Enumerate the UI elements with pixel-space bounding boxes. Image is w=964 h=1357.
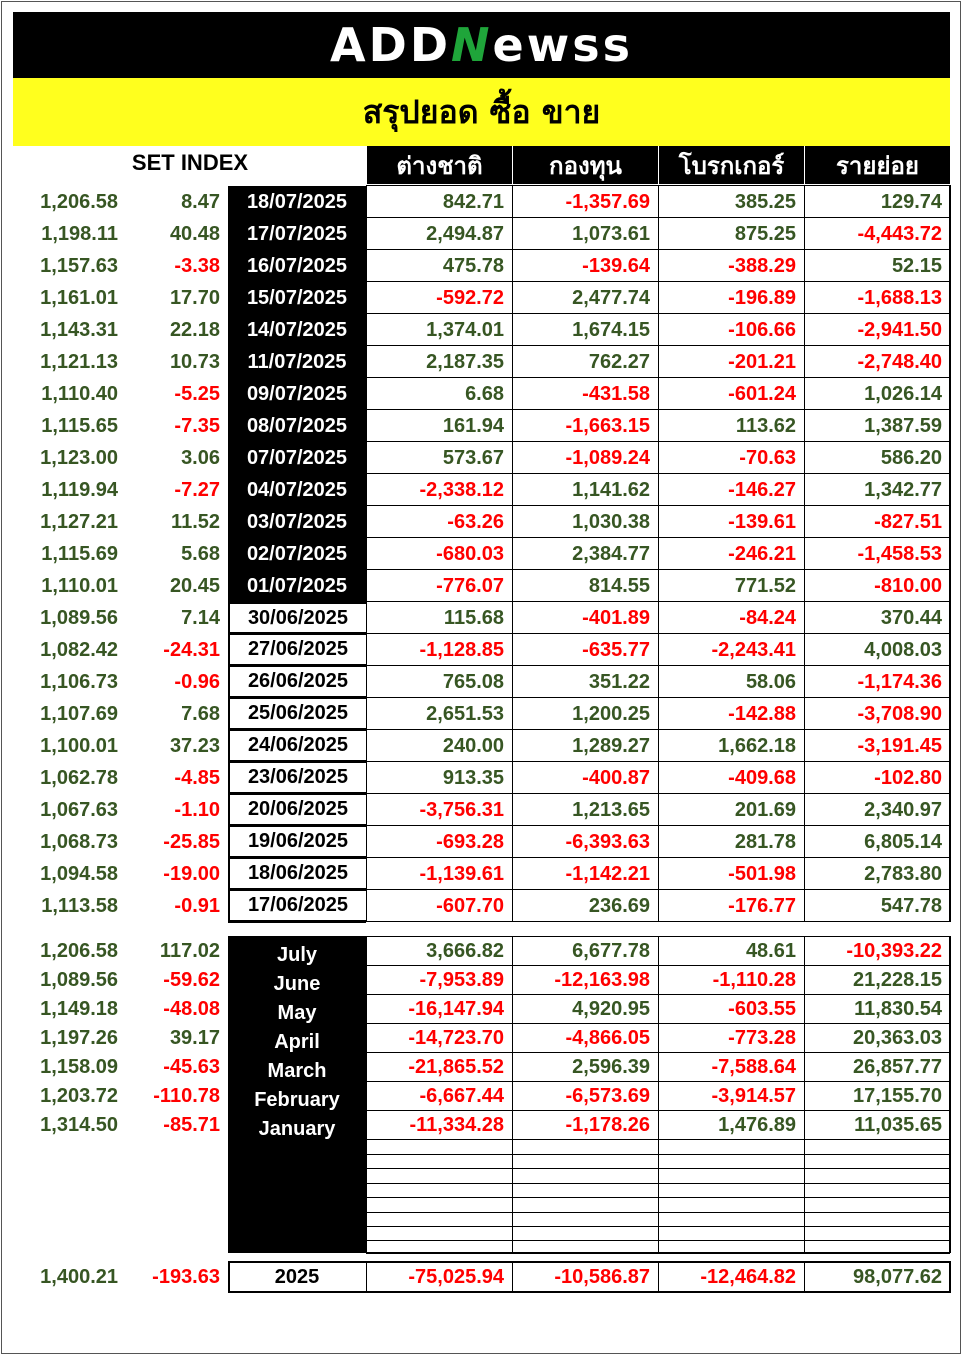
net-value: -70.63 <box>739 446 796 469</box>
set-index-change: 22.18 <box>169 318 220 341</box>
table-grid-line <box>228 633 366 635</box>
monthly-index-change: -110.78 <box>153 1085 220 1107</box>
net-value: 2,477.74 <box>572 286 650 309</box>
month-label: February <box>254 1089 340 1111</box>
table-grid-line <box>949 936 951 1253</box>
trade-date: 18/07/2025 <box>228 186 366 218</box>
total-index-change: -193.63 <box>152 1265 220 1288</box>
net-value: 201.69 <box>734 798 796 821</box>
trade-date: 19/06/2025 <box>228 826 366 858</box>
net-value: -84.24 <box>739 606 796 629</box>
monthly-index-value: 1,203.72 <box>40 1085 118 1107</box>
set-index-change: 40.48 <box>169 222 220 245</box>
net-value: 1,213.65 <box>572 798 650 821</box>
net-value: 2,384.77 <box>572 542 650 565</box>
table-grid-line <box>658 185 659 922</box>
net-value: 240.00 <box>442 734 504 757</box>
net-value: -201.21 <box>728 350 796 373</box>
monthly-net-value: -7,953.89 <box>419 969 504 991</box>
table-grid-line <box>949 185 950 922</box>
table-grid-line <box>228 665 366 667</box>
net-value: 2,651.53 <box>426 702 504 725</box>
table-grid-line <box>228 825 366 827</box>
net-value: -196.89 <box>728 286 796 309</box>
set-index-value: 1,157.63 <box>40 254 118 277</box>
net-value: 1,674.15 <box>572 318 650 341</box>
net-value: 2,340.97 <box>864 798 942 821</box>
net-value: -4,443.72 <box>857 222 942 245</box>
table-grid-line <box>228 793 366 795</box>
table-grid-line <box>228 729 366 731</box>
net-value: -409.68 <box>728 766 796 789</box>
table-grid-line <box>804 936 805 1253</box>
trade-date: 01/07/2025 <box>228 570 366 602</box>
trade-date: 14/07/2025 <box>228 314 366 346</box>
net-value: 385.25 <box>734 190 796 213</box>
monthly-net-value: 2,596.39 <box>572 1056 650 1078</box>
net-value: -6,393.63 <box>565 830 650 853</box>
set-index-change: -0.96 <box>174 670 220 693</box>
net-value: 547.78 <box>880 894 942 917</box>
monthly-index-value: 1,089.56 <box>40 969 118 991</box>
net-value: 6.68 <box>465 382 504 405</box>
set-index-change: 3.06 <box>181 446 220 469</box>
net-value: -3,708.90 <box>857 702 942 725</box>
net-value: -139.61 <box>728 510 796 533</box>
total-index-value: 1,400.21 <box>40 1265 118 1288</box>
set-index-value: 1,119.94 <box>41 478 118 501</box>
net-value: 1,662.18 <box>718 734 796 757</box>
monthly-net-value: -14,723.70 <box>408 1027 504 1049</box>
trade-date: 25/06/2025 <box>228 698 366 730</box>
set-index-value: 1,100.01 <box>40 734 118 757</box>
net-value: -400.87 <box>582 766 650 789</box>
net-value: 573.67 <box>442 446 504 469</box>
table-grid-line <box>512 1262 513 1292</box>
monthly-net-value: -12,163.98 <box>554 969 650 991</box>
net-value: 129.74 <box>880 190 942 213</box>
net-value: -106.66 <box>728 318 796 341</box>
net-value: -1,174.36 <box>857 670 942 693</box>
trade-date: 16/07/2025 <box>228 250 366 282</box>
net-value: -1,142.21 <box>565 862 650 885</box>
net-value: -1,688.13 <box>857 286 942 309</box>
net-value: -1,458.53 <box>857 542 942 565</box>
monthly-net-value: -21,865.52 <box>408 1056 504 1078</box>
trade-date: 03/07/2025 <box>228 506 366 538</box>
net-value: -776.07 <box>436 574 504 597</box>
set-index-value: 1,110.01 <box>41 574 118 597</box>
set-index-value: 1,123.00 <box>40 446 118 469</box>
net-value: -607.70 <box>436 894 504 917</box>
table-grid-line <box>512 936 513 1253</box>
net-value: 236.69 <box>588 894 650 917</box>
trade-date: 15/07/2025 <box>228 282 366 314</box>
set-index-value: 1,067.63 <box>40 798 118 821</box>
net-value: -63.26 <box>447 510 504 533</box>
monthly-net-value: -11,334.28 <box>409 1114 504 1136</box>
net-value: -635.77 <box>582 638 650 661</box>
net-value: 765.08 <box>442 670 504 693</box>
net-value: -827.51 <box>874 510 942 533</box>
monthly-net-value: 3,666.82 <box>426 940 504 962</box>
net-value: -3,756.31 <box>419 798 504 821</box>
trade-date: 11/07/2025 <box>228 346 366 378</box>
column-header: ต่างชาติ <box>367 146 512 184</box>
set-index-change: -7.27 <box>174 478 220 501</box>
set-index-change: -3.38 <box>174 254 220 277</box>
net-value: -1,357.69 <box>565 190 650 213</box>
set-index-value: 1,115.69 <box>41 542 118 565</box>
set-index-value: 1,106.73 <box>40 670 118 693</box>
month-label: May <box>277 1002 317 1024</box>
net-value: -1,139.61 <box>419 862 504 885</box>
set-index-change: -5.25 <box>174 382 220 405</box>
trade-date: 04/07/2025 <box>228 474 366 506</box>
trade-date: 17/06/2025 <box>228 890 366 922</box>
net-value: -2,748.40 <box>857 350 942 373</box>
set-index-change: 37.23 <box>169 734 220 757</box>
table-grid-line <box>366 936 367 1253</box>
monthly-net-value: 17,155.70 <box>853 1085 942 1107</box>
set-index-change: -7.35 <box>174 414 220 437</box>
trade-date: 02/07/2025 <box>228 538 366 570</box>
net-value: 115.68 <box>443 606 504 629</box>
total-net-value: -12,464.82 <box>700 1265 796 1288</box>
monthly-index-value: 1,206.58 <box>40 940 118 962</box>
net-value: 842.71 <box>442 190 504 213</box>
monthly-net-value: -773.28 <box>728 1027 796 1049</box>
net-value: 2,187.35 <box>426 350 504 373</box>
net-value: 1,387.59 <box>864 414 942 437</box>
net-value: 281.78 <box>734 830 796 853</box>
monthly-net-value: -4,866.05 <box>565 1027 650 1049</box>
brand-logo: ADDNewss <box>330 18 633 72</box>
set-index-change: -24.31 <box>163 638 220 661</box>
trade-date: 07/07/2025 <box>228 442 366 474</box>
net-value: 1,342.77 <box>864 478 942 501</box>
table-grid-line <box>228 761 366 763</box>
monthly-net-value: 26,857.77 <box>853 1056 942 1078</box>
banner-title: สรุปยอด ซื้อ ขาย <box>362 92 601 131</box>
net-value: 1,073.61 <box>572 222 650 245</box>
net-value: -2,941.50 <box>857 318 942 341</box>
net-value: -601.24 <box>728 382 796 405</box>
net-value: 1,289.27 <box>572 734 650 757</box>
net-value: -693.28 <box>436 830 504 853</box>
set-index-change: 17.70 <box>169 286 220 309</box>
set-index-change: 10.73 <box>169 350 220 373</box>
monthly-index-change: -85.71 <box>163 1114 220 1136</box>
net-value: -501.98 <box>728 862 796 885</box>
monthly-net-value: -603.55 <box>728 998 796 1020</box>
table-grid-line <box>366 185 367 922</box>
set-index-change: 11.52 <box>171 510 220 533</box>
set-index-change: -25.85 <box>163 830 220 853</box>
net-value: -142.88 <box>728 702 796 725</box>
monthly-net-value: -6,573.69 <box>565 1085 650 1107</box>
net-value: -1,089.24 <box>565 446 650 469</box>
set-index-change: 5.68 <box>181 542 220 565</box>
column-header: กองทุน <box>513 146 658 184</box>
monthly-index-change: -45.63 <box>163 1056 220 1078</box>
net-value: -401.89 <box>582 606 650 629</box>
net-value: 771.52 <box>734 574 796 597</box>
net-value: -592.72 <box>436 286 504 309</box>
net-value: 1,374.01 <box>426 318 504 341</box>
net-value: 586.20 <box>880 446 942 469</box>
monthly-net-value: -10,393.22 <box>846 940 942 962</box>
net-value: 1,141.62 <box>572 478 650 501</box>
trade-date: 08/07/2025 <box>228 410 366 442</box>
set-index-change: -19.00 <box>163 862 220 885</box>
month-label: June <box>273 973 321 995</box>
set-index-value: 1,089.56 <box>40 606 118 629</box>
net-value: -431.58 <box>582 382 650 405</box>
set-index-value: 1,115.65 <box>41 414 118 437</box>
net-value: 1,030.38 <box>572 510 650 533</box>
trade-date: 17/07/2025 <box>228 218 366 250</box>
set-index-value: 1,113.58 <box>41 894 118 917</box>
net-value: -176.77 <box>728 894 796 917</box>
table-grid-line <box>804 185 805 922</box>
net-value: -1,663.15 <box>565 414 650 437</box>
monthly-index-value: 1,314.50 <box>40 1114 118 1136</box>
monthly-index-change: 39.17 <box>169 1027 220 1049</box>
net-value: -139.64 <box>582 254 650 277</box>
table-grid-line <box>804 1262 805 1292</box>
table-grid-line <box>950 185 951 922</box>
net-value: 875.25 <box>734 222 796 245</box>
total-net-value: -75,025.94 <box>408 1265 504 1288</box>
net-value: -3,191.45 <box>857 734 942 757</box>
trade-date: 09/07/2025 <box>228 378 366 410</box>
trade-date: 30/06/2025 <box>228 602 366 634</box>
monthly-net-value: 1,476.89 <box>718 1114 796 1136</box>
summary-banner <box>13 78 950 146</box>
total-year: 2025 <box>274 1265 320 1288</box>
table-grid-line <box>658 936 659 1253</box>
table-grid-line <box>228 697 366 699</box>
monthly-net-value: -16,147.94 <box>408 998 504 1020</box>
net-value: 814.55 <box>588 574 650 597</box>
month-label: March <box>267 1060 327 1082</box>
monthly-net-value: 21,228.15 <box>853 969 942 991</box>
monthly-net-value: 4,920.95 <box>572 998 650 1020</box>
net-value: 2,783.80 <box>864 862 942 885</box>
net-value: 913.35 <box>442 766 504 789</box>
net-value: 1,026.14 <box>864 382 942 405</box>
total-net-value: 98,077.62 <box>853 1265 942 1288</box>
set-index-value: 1,127.21 <box>40 510 118 533</box>
set-index-value: 1,062.78 <box>40 766 118 789</box>
set-index-value: 1,094.58 <box>40 862 118 885</box>
net-value: 6,805.14 <box>864 830 942 853</box>
table-grid-line <box>228 857 366 859</box>
net-value: 475.78 <box>442 254 504 277</box>
net-value: -146.27 <box>728 478 796 501</box>
net-value: 1,200.25 <box>572 702 650 725</box>
trade-date: 24/06/2025 <box>228 730 366 762</box>
table-grid-line <box>228 889 366 891</box>
monthly-net-value: 11,035.65 <box>854 1114 942 1136</box>
monthly-net-value: 11,830.54 <box>854 998 942 1020</box>
trade-date: 20/06/2025 <box>228 794 366 826</box>
set-index-change: -1.10 <box>174 798 220 821</box>
set-index-change: 7.14 <box>181 606 220 629</box>
net-value: -2,338.12 <box>419 478 504 501</box>
total-row-border <box>228 1261 951 1293</box>
set-index-value: 1,206.58 <box>40 190 118 213</box>
net-value: -2,243.41 <box>711 638 796 661</box>
set-index-value: 1,068.73 <box>40 830 118 853</box>
net-value: 4,008.03 <box>864 638 942 661</box>
monthly-net-value: -7,588.64 <box>711 1056 796 1078</box>
monthly-index-value: 1,158.09 <box>40 1056 118 1078</box>
set-index-value: 1,107.69 <box>40 702 118 725</box>
net-value: 113.62 <box>735 414 796 437</box>
table-grid-line <box>228 921 366 923</box>
net-value: -388.29 <box>728 254 796 277</box>
net-value: -246.21 <box>728 542 796 565</box>
column-header: โบรกเกอร์ <box>659 146 804 184</box>
net-value: 351.22 <box>588 670 650 693</box>
set-index-change: -0.91 <box>174 894 220 917</box>
set-index-value: 1,121.13 <box>40 350 118 373</box>
trade-date: 18/06/2025 <box>228 858 366 890</box>
month-label: July <box>276 944 318 966</box>
net-value: 52.15 <box>891 254 942 277</box>
monthly-net-value: -1,178.26 <box>565 1114 650 1136</box>
monthly-net-value: 20,363.03 <box>853 1027 942 1049</box>
set-index-value: 1,198.11 <box>41 222 118 245</box>
column-header: รายย่อย <box>805 146 950 184</box>
monthly-net-value: -3,914.57 <box>711 1085 796 1107</box>
table-grid-line <box>366 1262 367 1292</box>
trade-date: 23/06/2025 <box>228 762 366 794</box>
net-value: 762.27 <box>588 350 650 373</box>
set-index-value: 1,161.01 <box>40 286 118 309</box>
total-net-value: -10,586.87 <box>554 1265 650 1288</box>
monthly-net-value: -6,667.44 <box>419 1085 504 1107</box>
trade-date: 27/06/2025 <box>228 634 366 666</box>
set-index-change: 7.68 <box>181 702 220 725</box>
set-index-value: 1,110.40 <box>41 382 118 405</box>
net-value: -102.80 <box>874 766 942 789</box>
set-index-value: 1,082.42 <box>40 638 118 661</box>
monthly-index-value: 1,197.26 <box>40 1027 118 1049</box>
net-value: -1,128.85 <box>419 638 504 661</box>
trade-date: 26/06/2025 <box>228 666 366 698</box>
month-label: January <box>258 1118 336 1140</box>
net-value: -680.03 <box>436 542 504 565</box>
month-label: April <box>274 1031 320 1053</box>
set-index-label: SET INDEX <box>131 150 249 175</box>
monthly-net-value: 6,677.78 <box>572 940 650 962</box>
net-value: 2,494.87 <box>426 222 504 245</box>
monthly-index-change: 117.02 <box>159 940 220 962</box>
set-index-change: -4.85 <box>174 766 220 789</box>
monthly-index-change: -59.62 <box>163 969 220 991</box>
table-grid-line <box>658 1262 659 1292</box>
monthly-index-value: 1,149.18 <box>40 998 118 1020</box>
brand-header <box>13 12 950 78</box>
monthly-net-value: 48.61 <box>745 940 796 962</box>
net-value: 161.94 <box>442 414 504 437</box>
set-index-change: 20.45 <box>169 574 220 597</box>
table-grid-line <box>512 185 513 922</box>
set-index-value: 1,143.31 <box>40 318 118 341</box>
monthly-net-value: -1,110.28 <box>712 969 796 991</box>
net-value: 370.44 <box>880 606 942 629</box>
net-value: 58.06 <box>745 670 796 693</box>
net-value: -810.00 <box>874 574 942 597</box>
monthly-index-change: -48.08 <box>163 998 220 1020</box>
set-index-change: 8.47 <box>181 190 220 213</box>
